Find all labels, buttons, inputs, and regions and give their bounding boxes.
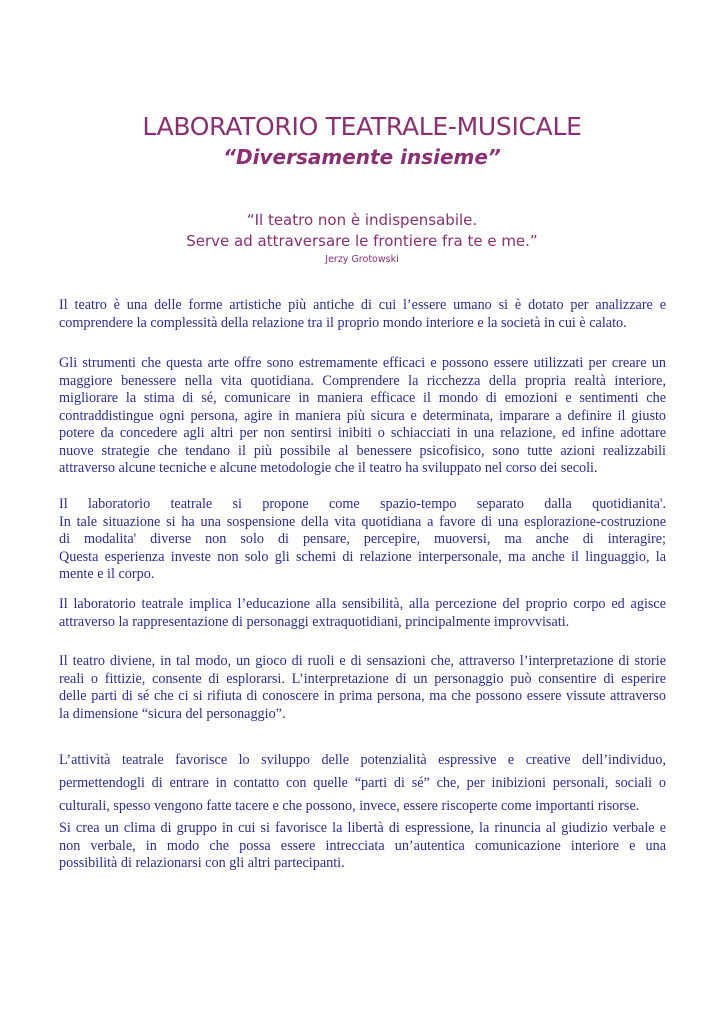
paragraph-line: la dimensione “sicura del personaggio”. (59, 705, 286, 722)
paragraph-line: non verbale, in modo che possa essere intrecciata un’autentica comunicazione interiore e una (59, 837, 666, 854)
paragraph-line: permettendogli di entrare in contatto con quelle “parti di sé” che, per inibizioni personali, sociali o (59, 775, 666, 791)
paragraph-line: attraverso alcune tecniche e alcune metodologie che il teatro ha sviluppato nel corso dei secoli. (59, 460, 598, 476)
paragraph-line: di modalita' diverse non solo di pensare, percepire, muoversi, ma anche di interagire; (59, 531, 666, 547)
paragraph-line: mente e il corpo. (59, 566, 155, 582)
paragraph-line: attraverso la rappresentazione di personaggi extraquotidiani, principalmente improvvisati. (59, 613, 570, 630)
paragraph-line: reali o fittizie, consente di esplorarsi. L’interpretazione di un personaggio può consentire di esperire (59, 670, 666, 687)
document-subtitle: “Diversamente insieme” (223, 145, 501, 169)
paragraph-line: migliorare la stima di sé, comunicare in maniera efficace il mondo di emozioni e sentimenti che (59, 390, 666, 406)
paragraph (59, 820, 666, 873)
paragraph-line: In tale situazione si ha una sospensione della vita quotidiana a favore di una esplorazione-costruzione (59, 513, 666, 530)
paragraph-line: potere da concedere agli altri per non sentirsi inibiti o schiacciati in una relazione, ed infine adottare (59, 425, 666, 441)
paragraph-line: comprendere la complessità della relazione tra il proprio mondo interiore e la società in cui è calato. (59, 314, 627, 331)
epigraph-quote (0, 210, 724, 252)
paragraph (59, 653, 666, 723)
document-title: LABORATORIO TEATRALE-MUSICALE (142, 112, 582, 141)
paragraph-line: maggiore benessere nella vita quotidiana. Comprendere la ricchezza della propria realtà interiore, (59, 372, 666, 389)
paragraph-line: contraddistingue ogni persona, agire in maniera più sicura e determinata, imparare a definire il giusto (59, 407, 666, 424)
quote-line: “Il teatro non è indispensabile. (246, 211, 478, 229)
paragraph-line: Questa esperienza investe non solo gli schemi di relazione interpersonale, ma anche il linguaggio, la (59, 548, 666, 565)
paragraph (59, 355, 666, 478)
paragraph-line: nuove strategie che tendano il più possibile al benessere psicofisico, sono tutte azioni realizzabili (59, 442, 666, 459)
paragraph (59, 297, 666, 332)
quote-line: Serve ad attraversare le frontiere fra te e me.” (186, 232, 538, 250)
paragraph-line: L’attività teatrale favorisce lo sviluppo delle potenzialità espressive e creative dell’individuo, (59, 752, 666, 768)
paragraph-line: Gli strumenti che questa arte offre sono estremamente efficaci e possono essere utilizzati per creare un (59, 355, 666, 371)
paragraph-line: possibilità di relazionarsi con gli altri partecipanti. (59, 855, 345, 871)
paragraph-line: Il teatro è una delle forme artistiche più antiche di cui l’essere umano si è dotato per analizzare e (59, 297, 666, 313)
quote-author: Jerzy Grotowski (325, 254, 399, 265)
paragraph (59, 496, 666, 584)
paragraph-line: Il laboratorio teatrale si propone come spazio-tempo separato dalla quotidianita'. (59, 496, 666, 512)
paragraph (59, 749, 666, 818)
paragraph-line: Si crea un clima di gruppo in cui si favorisce la libertà di espressione, la rinuncia al giudizio verbale e (59, 820, 666, 836)
paragraph-line: Il laboratorio teatrale implica l’educazione alla sensibilità, alla percezione del proprio corpo ed agisce (59, 596, 666, 612)
paragraph (59, 596, 666, 631)
paragraph-line: Il teatro diviene, in tal modo, un gioco di ruoli e di sensazioni che, attraverso l’interpretazione di storie (59, 653, 666, 669)
paragraph-line: culturali, spesso vengono fatte tacere e che possono, invece, essere riscoperte come importanti risorse. (59, 798, 640, 814)
paragraph-line: delle parti di sé che ci si rifiuta di conoscere in prima persona, ma che possono essere vissute attraverso (59, 688, 666, 704)
